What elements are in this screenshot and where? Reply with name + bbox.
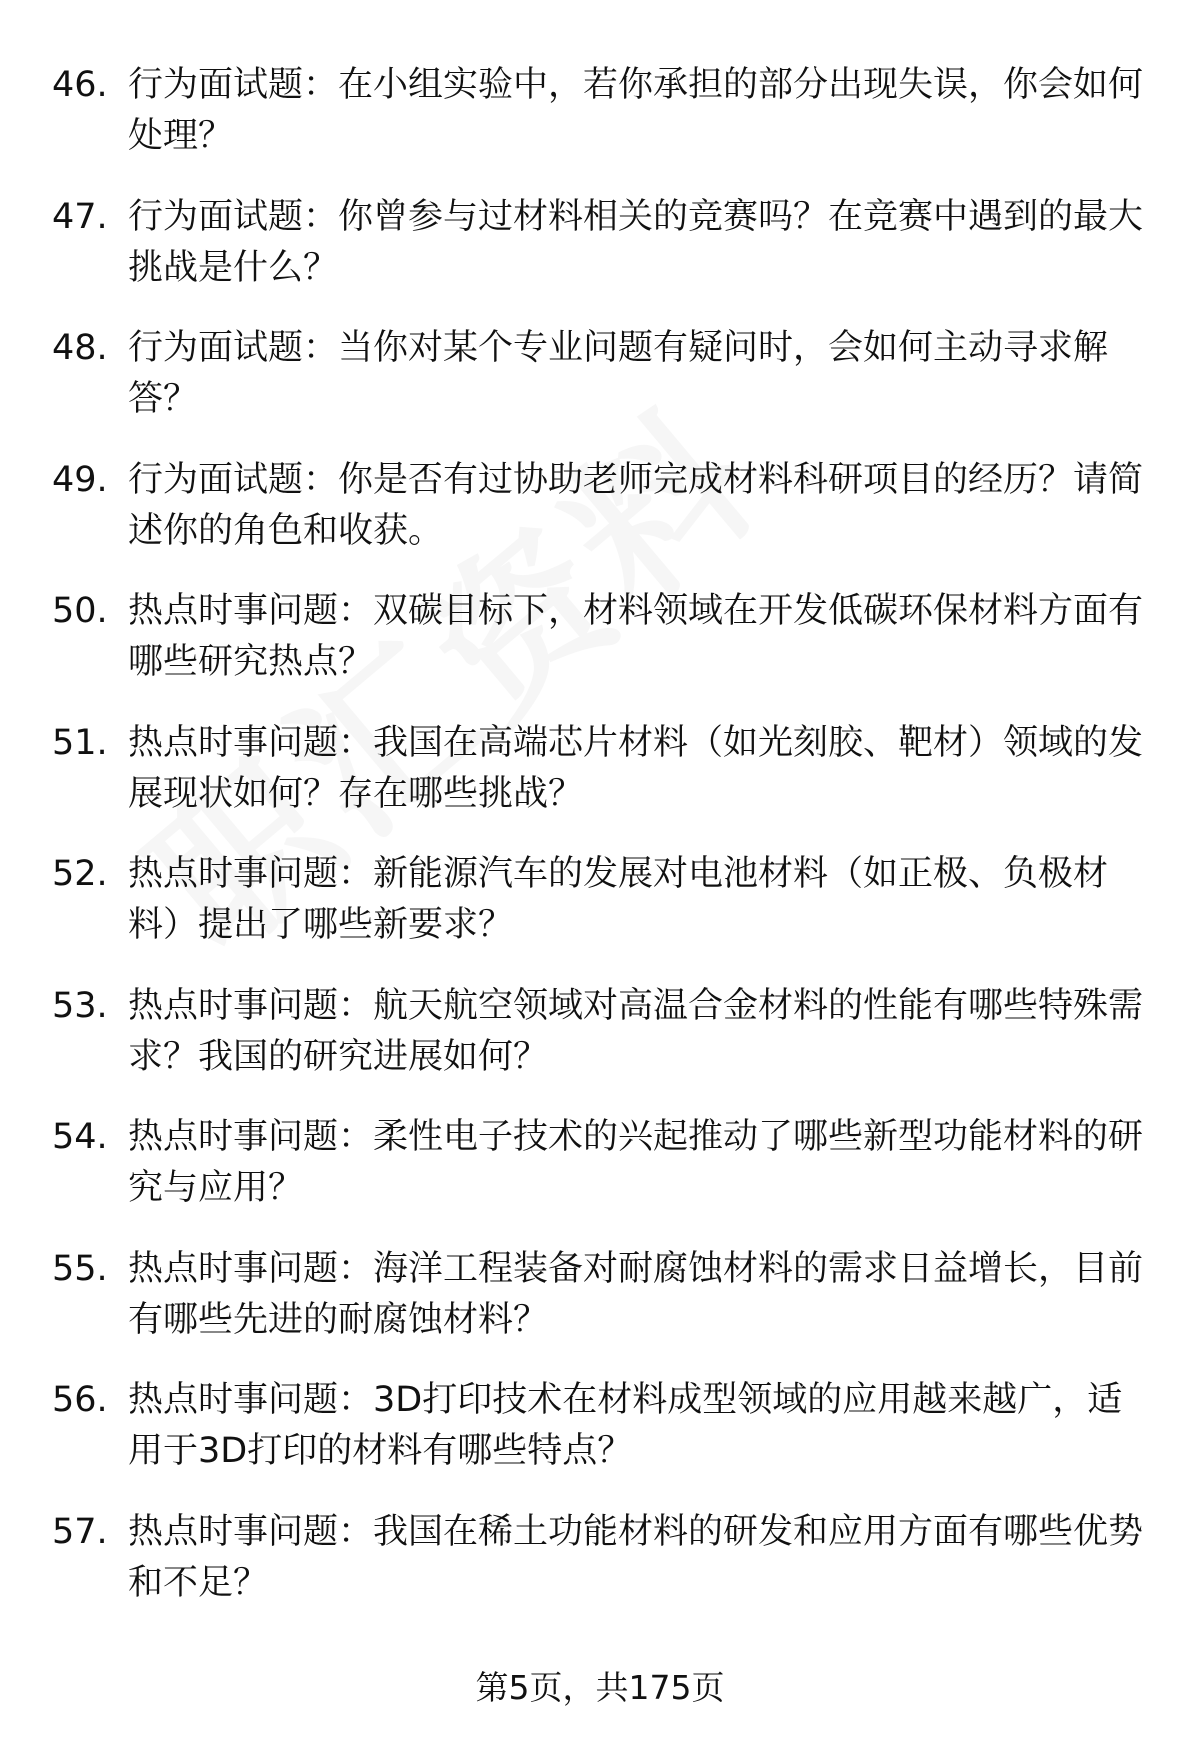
- question-text: 热点时事问题：新能源汽车的发展对电池材料（如正极、负极材料）提出了哪些新要求？: [128, 854, 1109, 945]
- question-item: [0, 1507, 1200, 1639]
- question-text: 热点时事问题：柔性电子技术的兴起推动了哪些新型功能材料的研究与应用？: [128, 1117, 1144, 1208]
- question-item: [0, 1375, 1200, 1507]
- page-footer: 第5页，共175页: [475, 1668, 725, 1707]
- question-text: 热点时事问题：航天航空领域对高温合金材料的性能有哪些特殊需求？我国的研究进展如何？: [128, 985, 1144, 1077]
- question-number: 56.: [52, 1380, 108, 1420]
- question-number: 49.: [52, 459, 108, 500]
- question-text: 行为面试题：在小组实验中，若你承担的部分出现失误，你会如何处理？: [128, 65, 1144, 156]
- question-number: 57.: [52, 1511, 108, 1552]
- question-item: [0, 586, 1200, 718]
- question-number: 54.: [52, 1117, 108, 1157]
- question-item: [0, 981, 1200, 1113]
- question-number: 52.: [52, 854, 108, 894]
- question-number: 46.: [52, 65, 108, 105]
- question-text: 行为面试题：你是否有过协助老师完成材料科研项目的经历？请简述你的角色和收获。: [128, 459, 1144, 551]
- question-number: 50.: [52, 591, 108, 631]
- question-number: 55.: [52, 1248, 108, 1289]
- question-number: 53.: [52, 985, 108, 1026]
- question-text: 热点时事问题：3D打印技术在材料成型领域的应用越来越广，适用于3D打印的材料有哪些特点？: [128, 1380, 1123, 1471]
- question-number: 51.: [52, 722, 108, 763]
- question-list: [0, 60, 1200, 1638]
- question-item: [0, 192, 1200, 324]
- question-number: 48.: [52, 328, 108, 368]
- question-item: [0, 849, 1200, 981]
- question-item: [0, 323, 1200, 455]
- question-text: 热点时事问题：我国在高端芯片材料（如光刻胶、靶材）领域的发展现状如何？存在哪些挑战？: [128, 722, 1144, 814]
- question-text: 行为面试题：你曾参与过材料相关的竞赛吗？在竞赛中遇到的最大挑战是什么？: [128, 196, 1144, 288]
- question-item: [0, 455, 1200, 587]
- question-text: 热点时事问题：我国在稀土功能材料的研发和应用方面有哪些优势和不足？: [128, 1511, 1144, 1603]
- question-item: [0, 718, 1200, 850]
- question-text: 热点时事问题：海洋工程装备对耐腐蚀材料的需求日益增长，目前有哪些先进的耐腐蚀材料？: [128, 1248, 1144, 1340]
- question-number: 47.: [52, 196, 108, 237]
- question-text: 行为面试题：当你对某个专业问题有疑问时，会如何主动寻求解答？: [128, 328, 1109, 419]
- question-item: [0, 60, 1200, 192]
- question-text: 热点时事问题：双碳目标下，材料领域在开发低碳环保材料方面有哪些研究热点？: [128, 591, 1144, 682]
- question-item: [0, 1244, 1200, 1376]
- question-item: [0, 1112, 1200, 1244]
